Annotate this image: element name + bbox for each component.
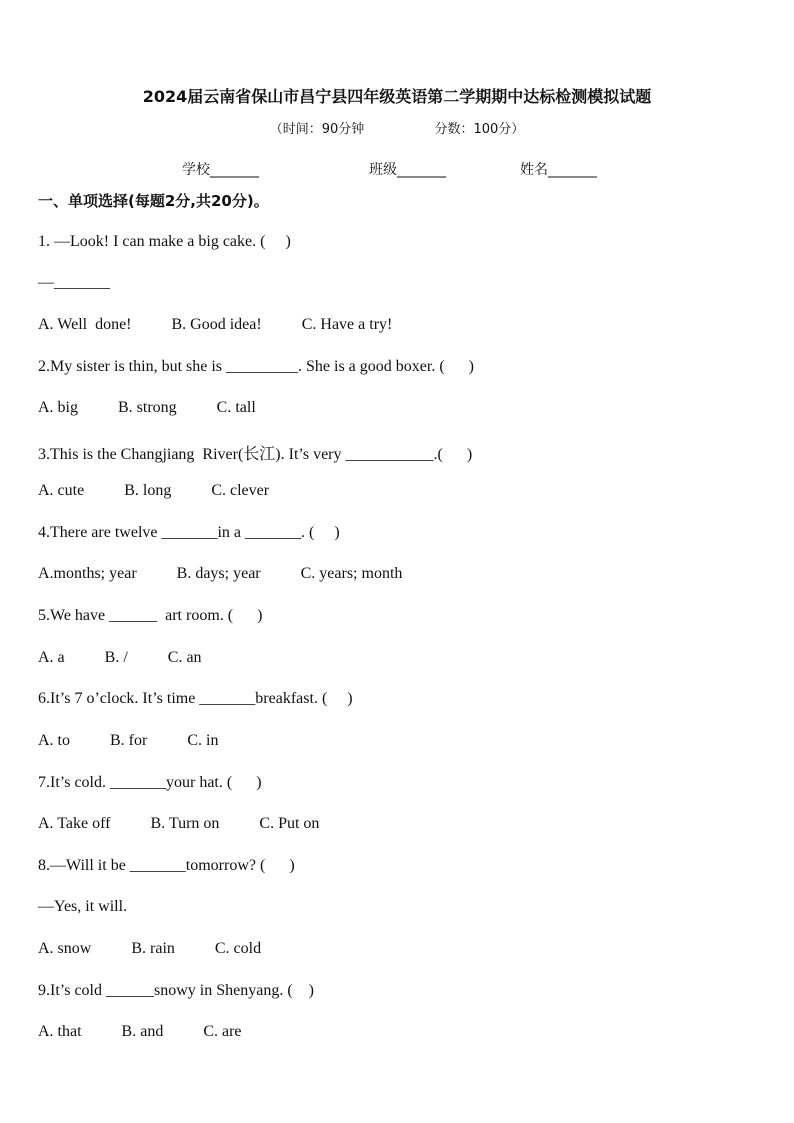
options-line: A. Take off B. Turn on C. Put on [38,815,320,832]
question-line: 1. —Look! I can make a big cake. ( ) [38,233,291,250]
options-line: A. snow B. rain C. cold [38,940,262,957]
question-line: 2.My sister is thin, but she is _________. She is a good boxer. ( ) [38,358,474,375]
question-line: 8.—Will it be _______tomorrow? ( ) [38,857,295,874]
question-line: 4.There are twelve _______in a _______. ( ) [38,524,340,541]
school-field: 学校_______ [182,162,259,178]
options-line: A. that B. and C. are [38,1023,242,1040]
options-line: A. Well done! B. Good idea! C. Have a try! [38,316,393,333]
options-line: A. big B. strong C. tall [38,399,256,416]
name-field: 姓名_______ [520,162,597,178]
student-info-row [0,159,794,181]
question-line: 9.It’s cold ______snowy in Shenyang. ( ) [38,982,314,999]
question-line: 6.It’s 7 o’clock. It’s time _______breakfast. ( ) [38,690,353,707]
options-line: A. a B. / C. an [38,649,202,666]
section-title: 一、单项选择(每题2分,共20分)。 [38,192,269,210]
options-line: A. to B. for C. in [38,732,219,749]
class-field: 班级_______ [369,162,446,178]
question-line: 3.This is the Changjiang River(长江). It’s very ___________.( ) [38,446,473,463]
exam-subtitle: （时间：90分钟 分数：100分） [269,122,525,137]
options-line: A.months; year B. days; year C. years; month [38,565,403,582]
question-line: 5.We have ______ art room. ( ) [38,607,263,624]
answer-line: —Yes, it will. [38,898,128,915]
exam-title: 2024届云南省保山市昌宁县四年级英语第二学期期中达标检测模拟试题 [142,87,652,106]
answer-line: —_______ [38,274,110,291]
question-line: 7.It’s cold. _______your hat. ( ) [38,774,262,791]
options-line: A. cute B. long C. clever [38,482,270,499]
